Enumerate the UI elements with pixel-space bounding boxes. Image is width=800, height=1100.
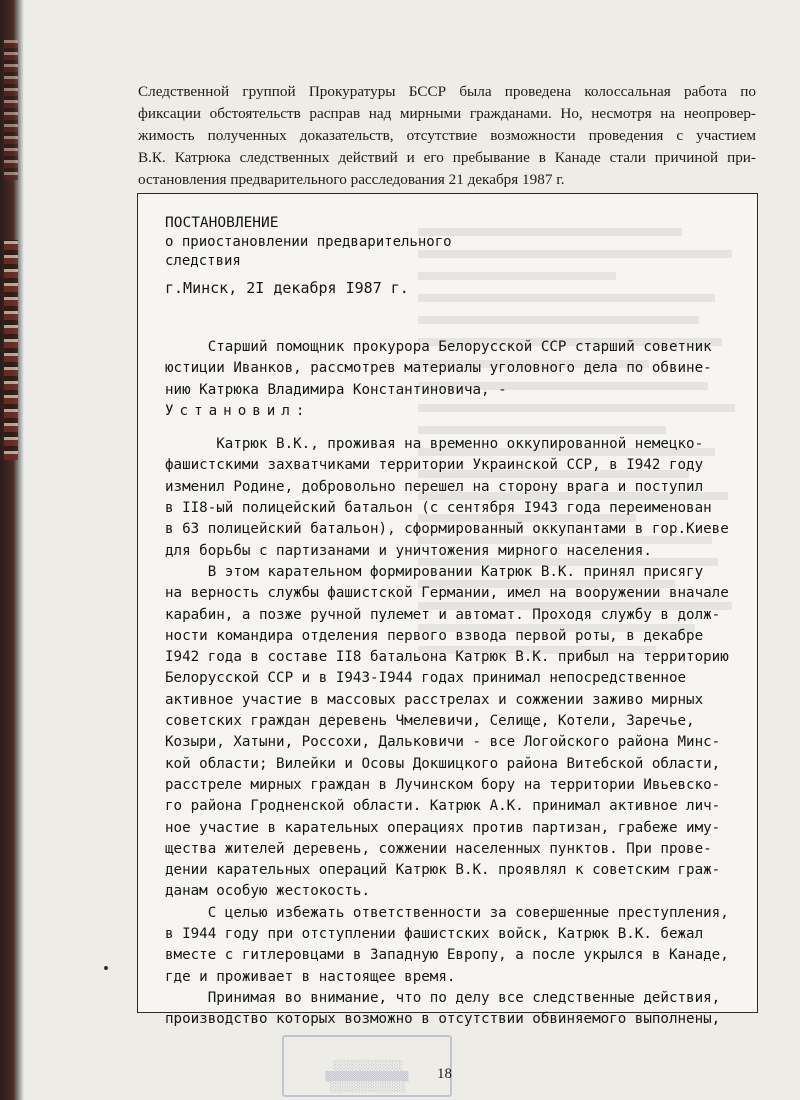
text-line: В этом карательном формировании Катрюк В.К. принял присягу xyxy=(165,563,704,580)
document-subtitle: следствия xyxy=(165,253,241,269)
document-body xyxy=(165,337,735,1031)
text-line: расстреле мирных граждан в Лучинском бору на территории Ивьевско- xyxy=(165,776,721,793)
text-line: Козыри, Хатыни, Россохи, Дальковичи - все Логойского района Минс- xyxy=(165,734,721,751)
page-speck xyxy=(104,966,108,970)
text-line: активное участие в массовых расстрелах и сожжении заживо мирных xyxy=(165,691,704,708)
text-line: карабин, а позже ручной пулемет и автомат. Проходя службу в долж- xyxy=(165,606,721,623)
ornament-pattern xyxy=(4,240,18,460)
text-line: дении карательных операций Катрюк В.К. проявлял к советским граж- xyxy=(165,862,721,879)
intro-line: фиксации обстоятельств расправ над мирными гражданами. Но, несмотря на неопровер- xyxy=(138,105,756,122)
text-line: в 63 полицейский батальон), сформированный оккупантами в гор.Киеве xyxy=(165,521,729,538)
text-line: фашистскими захватчиками территории Украинской ССР, в I942 году xyxy=(165,457,704,474)
text-line: ное участие в карательных операциях против партизан, грабеже иму- xyxy=(165,819,721,836)
document-place-date: г.Минск, 2I декабря I987 г. xyxy=(165,279,409,297)
text-line: где и проживает в настоящее время. xyxy=(165,968,456,985)
text-line: на верность службы фашистской Германии, имел на вооружении вначале xyxy=(165,585,729,602)
text-line: для борьбы с партизанами и уничтожения мирного населения. xyxy=(165,542,652,559)
text-line: Принимая во внимание, что по делу все следственные действия, xyxy=(165,989,721,1006)
text-line: Старший помощник прокурора Белорусской ССР старший советник xyxy=(165,339,712,355)
page-number: 18 xyxy=(437,1066,452,1082)
text-line: кой области; Вилейки и Осовы Докшицкого района Витебской области, xyxy=(165,755,721,772)
text-line: ности командира отделения первого взвода первой роты, в декабре xyxy=(165,627,704,644)
text-line: нию Катрюка Владимира Константиновича, - xyxy=(165,381,507,398)
intro-line: жимость полученных доказательств, отсутствие возможности проведения с участием xyxy=(138,127,756,144)
library-stamp: ░░░░░░░░░░░ ▒▒▒▒▒▒▒▒▒▒▒▒ ░░░░░░░░░░ xyxy=(282,1035,452,1097)
document-facsimile xyxy=(137,193,758,1028)
book-cover-edge xyxy=(0,0,24,1100)
text-line: вместе с гитлеровцами в Западную Европу, а после укрылся в Канаде, xyxy=(165,947,729,964)
text-line: Белорусской ССР и в I943-I944 годах принимал непосредственное xyxy=(165,670,687,687)
text-line: в II8-ый полицейский батальон (с сентября I943 года переименован xyxy=(165,500,712,517)
intro-line: В.К. Катрюка следственных действий и его пребывание в Канаде стали причиной при- xyxy=(138,149,756,166)
intro-line: остановления предварительного расследования 21 декабря 1987 г. xyxy=(138,171,565,188)
text-line: в I944 году при отступлении фашистских войск, Катрюк В.К. бежал xyxy=(165,926,704,943)
text-line: юстиции Иванков, рассмотрев материалы уголовного дела по обвине- xyxy=(165,360,712,377)
text-line: I942 года в составе II8 батальона Катрюк В.К. прибыл на территорию xyxy=(165,649,729,666)
intro-paragraph xyxy=(138,81,756,191)
text-line: советских граждан деревень Чмелевичи, Селище, Котели, Заречье, xyxy=(165,713,695,730)
established-heading: Установил: xyxy=(165,402,311,419)
text-line: С целью избежать ответственности за совершенные преступления, xyxy=(165,904,729,921)
document-title: ПОСТАНОВЛЕНИЕ xyxy=(165,215,279,231)
document-subtitle: о приостановлении предварительного xyxy=(165,234,452,250)
text-line: данам особую жестокость. xyxy=(165,883,370,900)
intro-line: Следственной группой Прокуратуры БССР была проведена колоссальная работа по xyxy=(138,83,756,100)
text-line: производство которых возможно в отсутствии обвиняемого выполнены, xyxy=(165,1011,721,1028)
text-line: Катрюк В.К., проживая на временно оккупированной немецко- xyxy=(165,436,704,453)
ornament-pattern xyxy=(4,40,18,180)
document-title-block xyxy=(165,214,452,271)
text-line: изменил Родине, добровольно перешел на сторону врага и поступил xyxy=(165,478,704,495)
text-line: го района Гродненской области. Катрюк А.К. принимал активное лич- xyxy=(165,798,721,815)
text-line: щества жителей деревень, сожжении населенных пунктов. При прове- xyxy=(165,840,712,857)
